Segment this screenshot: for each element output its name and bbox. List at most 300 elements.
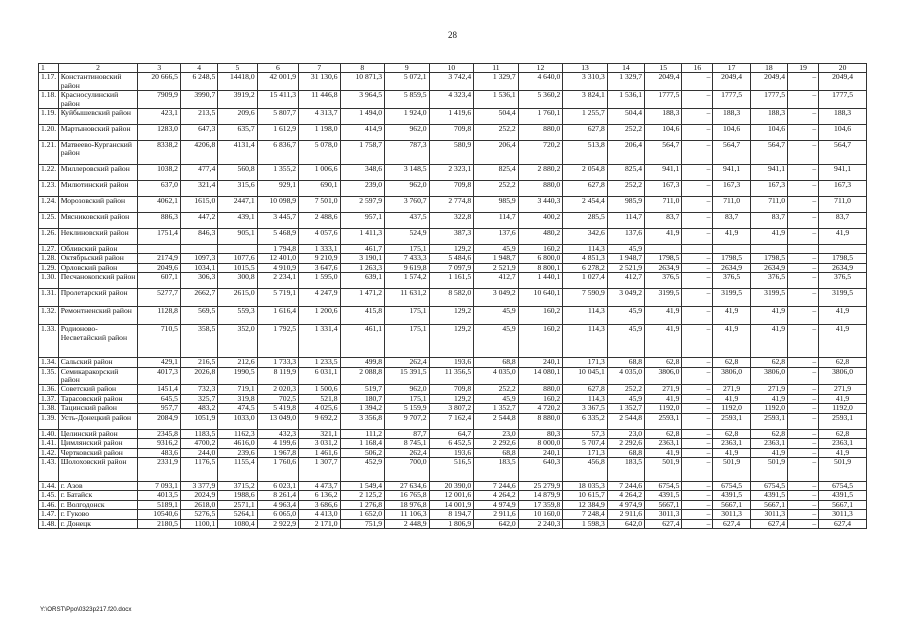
value-cell: 271,9 bbox=[819, 385, 867, 394]
value-cell: 3011,3 bbox=[713, 510, 750, 519]
value-cell: 560,8 bbox=[218, 165, 257, 181]
value-cell: 2 020,3 bbox=[257, 385, 298, 394]
value-cell: 1 595,0 bbox=[299, 273, 340, 289]
value-cell: – bbox=[682, 439, 713, 448]
value-cell: 7 590,9 bbox=[563, 289, 608, 307]
value-cell: 7 162,4 bbox=[429, 413, 474, 429]
value-cell: 183,5 bbox=[474, 457, 519, 481]
value-cell: 1798,5 bbox=[645, 254, 682, 263]
value-cell: 825,4 bbox=[474, 165, 519, 181]
value-cell: 4 035,0 bbox=[474, 367, 519, 385]
district-name-cell: Миллеровский район bbox=[58, 165, 138, 181]
value-cell: 160,2 bbox=[518, 245, 563, 254]
value-cell: 2634,9 bbox=[645, 263, 682, 272]
value-cell: 905,1 bbox=[218, 229, 257, 245]
table-row bbox=[39, 109, 867, 125]
value-cell: 1 794,8 bbox=[257, 245, 298, 254]
value-cell: 2331,9 bbox=[138, 457, 180, 481]
table-row bbox=[39, 125, 867, 141]
value-cell: 188,3 bbox=[645, 109, 682, 125]
value-cell: 519,7 bbox=[340, 385, 385, 394]
district-name-cell: Милютинский район bbox=[58, 181, 138, 197]
row-number-cell: 1.30. bbox=[39, 273, 59, 289]
value-cell: 5 078,0 bbox=[299, 141, 340, 165]
value-cell: 358,5 bbox=[180, 325, 217, 358]
value-cell: 193,6 bbox=[429, 358, 474, 367]
value-cell: 7909,9 bbox=[138, 91, 180, 109]
value-cell: 10 871,3 bbox=[340, 73, 385, 91]
value-cell: 711,0 bbox=[750, 197, 787, 213]
value-cell: – bbox=[682, 413, 713, 429]
value-cell: 1183,5 bbox=[180, 429, 217, 438]
row-number-cell: 1.44. bbox=[39, 481, 59, 490]
value-cell: 262,4 bbox=[385, 448, 430, 457]
value-cell: 886,3 bbox=[138, 213, 180, 229]
value-cell: 941,1 bbox=[713, 165, 750, 181]
value-cell: – bbox=[788, 181, 819, 197]
row-number-cell: 1.21. bbox=[39, 141, 59, 165]
value-cell: 11 356,5 bbox=[429, 367, 474, 385]
value-cell: 171,3 bbox=[563, 358, 608, 367]
column-header: 3 bbox=[138, 64, 180, 73]
row-number-cell: 1.20. bbox=[39, 125, 59, 141]
value-cell: 352,0 bbox=[218, 325, 257, 358]
district-name-cell: Песчанокопский район bbox=[58, 273, 138, 289]
value-cell: 1 652,0 bbox=[340, 510, 385, 519]
value-cell: 5 807,7 bbox=[257, 109, 298, 125]
value-cell: 1 411,3 bbox=[340, 229, 385, 245]
value-cell: 5 072,1 bbox=[385, 73, 430, 91]
value-cell: 627,8 bbox=[563, 181, 608, 197]
value-cell bbox=[138, 245, 180, 254]
value-cell: 2593,1 bbox=[713, 413, 750, 429]
value-cell: 2618,0 bbox=[180, 500, 217, 509]
value-cell: 1777,5 bbox=[713, 91, 750, 109]
value-cell: 41,9 bbox=[819, 448, 867, 457]
value-cell: 114,3 bbox=[563, 325, 608, 358]
value-cell: 3 031,2 bbox=[299, 439, 340, 448]
column-header: 18 bbox=[750, 64, 787, 73]
value-cell: – bbox=[788, 273, 819, 289]
value-cell: 41,9 bbox=[750, 394, 787, 403]
value-cell: 83,7 bbox=[750, 213, 787, 229]
value-cell: 23,0 bbox=[474, 429, 519, 438]
value-cell bbox=[682, 245, 713, 254]
value-cell: 2447,1 bbox=[218, 197, 257, 213]
value-cell: 137,6 bbox=[607, 229, 644, 245]
value-cell: 1192,0 bbox=[713, 404, 750, 413]
value-cell: 3 049,2 bbox=[607, 289, 644, 307]
value-cell: – bbox=[682, 263, 713, 272]
value-cell: 41,9 bbox=[645, 325, 682, 358]
value-cell: 3011,3 bbox=[750, 510, 787, 519]
value-cell: 6 065,0 bbox=[257, 510, 298, 519]
column-header: 1 bbox=[39, 64, 59, 73]
value-cell: 45,9 bbox=[474, 325, 519, 358]
value-cell: 20 390,0 bbox=[429, 481, 474, 490]
table-row bbox=[39, 358, 867, 367]
district-name-cell: Константиновский район bbox=[58, 73, 138, 91]
value-cell: 627,4 bbox=[750, 519, 787, 528]
table-row bbox=[39, 500, 867, 509]
value-cell: 3 356,8 bbox=[340, 413, 385, 429]
value-cell: 447,2 bbox=[180, 213, 217, 229]
district-name-cell: Шолоховский район bbox=[58, 457, 138, 481]
row-number-cell: 1.35. bbox=[39, 367, 59, 385]
value-cell: – bbox=[788, 510, 819, 519]
value-cell: 2 488,6 bbox=[299, 213, 340, 229]
value-cell: 188,3 bbox=[819, 109, 867, 125]
value-cell: 2345,8 bbox=[138, 429, 180, 438]
value-cell: 2 911,6 bbox=[607, 510, 644, 519]
value-cell: 3199,5 bbox=[645, 289, 682, 307]
value-cell: 700,0 bbox=[385, 457, 430, 481]
column-header: 13 bbox=[563, 64, 608, 73]
value-cell: 321,1 bbox=[299, 429, 340, 438]
value-cell: 580,9 bbox=[429, 141, 474, 165]
value-cell: 1 612,9 bbox=[257, 125, 298, 141]
value-cell: 14 001,9 bbox=[429, 500, 474, 509]
value-cell: 41,9 bbox=[713, 448, 750, 457]
value-cell: 1 494,0 bbox=[340, 109, 385, 125]
value-cell: 1990,5 bbox=[218, 367, 257, 385]
value-cell: – bbox=[682, 367, 713, 385]
table-row bbox=[39, 457, 867, 481]
value-cell: – bbox=[682, 141, 713, 165]
value-cell: 6 836,7 bbox=[257, 141, 298, 165]
value-cell: 6 248,5 bbox=[180, 73, 217, 91]
value-cell: 252,2 bbox=[474, 125, 519, 141]
value-cell: 456,8 bbox=[563, 457, 608, 481]
value-cell: – bbox=[682, 491, 713, 500]
value-cell: – bbox=[788, 289, 819, 307]
value-cell: 321,4 bbox=[180, 181, 217, 197]
value-cell: 6754,5 bbox=[750, 481, 787, 490]
value-cell: 501,9 bbox=[645, 457, 682, 481]
value-cell: 10 615,7 bbox=[563, 491, 608, 500]
value-cell: – bbox=[788, 404, 819, 413]
value-cell: 41,9 bbox=[645, 229, 682, 245]
table-row bbox=[39, 141, 867, 165]
value-cell: 880,0 bbox=[518, 125, 563, 141]
value-cell: 2049,4 bbox=[713, 73, 750, 91]
value-cell: 10 640,1 bbox=[518, 289, 563, 307]
district-name-cell: Цимлянский район bbox=[58, 439, 138, 448]
row-number-cell: 1.39. bbox=[39, 413, 59, 429]
value-cell: 564,7 bbox=[819, 141, 867, 165]
value-cell: 1777,5 bbox=[819, 91, 867, 109]
value-cell: 957,7 bbox=[138, 404, 180, 413]
value-cell: 1 352,7 bbox=[474, 404, 519, 413]
value-cell: 3806,0 bbox=[819, 367, 867, 385]
value-cell: 1777,5 bbox=[750, 91, 787, 109]
district-name-cell: Родионово-Несветайский район bbox=[58, 325, 138, 358]
value-cell: 1 027,4 bbox=[563, 273, 608, 289]
value-cell: 41,9 bbox=[713, 229, 750, 245]
value-cell: 627,4 bbox=[713, 519, 750, 528]
value-cell: 1 198,0 bbox=[299, 125, 340, 141]
row-number-cell: 1.23. bbox=[39, 181, 59, 197]
value-cell: 2 922,9 bbox=[257, 519, 298, 528]
value-cell: 1 168,4 bbox=[340, 439, 385, 448]
value-cell: 1 471,2 bbox=[340, 289, 385, 307]
value-cell: 720,2 bbox=[518, 141, 563, 165]
value-cell: 3 440,3 bbox=[518, 197, 563, 213]
value-cell: 87,7 bbox=[385, 429, 430, 438]
district-name-cell: Октябрьский район bbox=[58, 254, 138, 263]
row-number-cell: 1.37. bbox=[39, 394, 59, 403]
table-row bbox=[39, 273, 867, 289]
table-row bbox=[39, 307, 867, 325]
table-row bbox=[39, 165, 867, 181]
district-name-cell: Орловский район bbox=[58, 263, 138, 272]
value-cell: 376,5 bbox=[819, 273, 867, 289]
value-cell: 104,6 bbox=[645, 125, 682, 141]
value-cell: 1 276,8 bbox=[340, 500, 385, 509]
value-cell: 1038,2 bbox=[138, 165, 180, 181]
value-cell: 6 136,2 bbox=[299, 491, 340, 500]
row-number-cell: 1.22. bbox=[39, 165, 59, 181]
value-cell: 1777,5 bbox=[645, 91, 682, 109]
value-cell: 114,7 bbox=[474, 213, 519, 229]
value-cell: 415,8 bbox=[340, 307, 385, 325]
value-cell: 15 391,5 bbox=[385, 367, 430, 385]
value-cell: 4206,8 bbox=[180, 141, 217, 165]
value-cell: 3990,7 bbox=[180, 91, 217, 109]
value-cell: 271,9 bbox=[750, 385, 787, 394]
value-cell: 516,5 bbox=[429, 457, 474, 481]
value-cell: 20 666,5 bbox=[138, 73, 180, 91]
value-cell: – bbox=[682, 429, 713, 438]
district-name-cell: Морозовский район bbox=[58, 197, 138, 213]
value-cell bbox=[819, 245, 867, 254]
value-cell: 412,7 bbox=[607, 273, 644, 289]
value-cell: 8 880,0 bbox=[518, 413, 563, 429]
row-number-cell: 1.38. bbox=[39, 404, 59, 413]
row-number-cell: 1.19. bbox=[39, 109, 59, 125]
district-name-cell: Целинский район bbox=[58, 429, 138, 438]
value-cell: – bbox=[682, 197, 713, 213]
value-cell: 12 384,9 bbox=[563, 500, 608, 509]
district-name-cell: Чертковский район bbox=[58, 448, 138, 457]
value-cell: 635,7 bbox=[218, 125, 257, 141]
value-cell: 2 454,4 bbox=[563, 197, 608, 213]
value-cell: 4 199,6 bbox=[257, 439, 298, 448]
value-cell: 709,8 bbox=[429, 181, 474, 197]
value-cell: 4 323,4 bbox=[429, 91, 474, 109]
value-cell: 2049,4 bbox=[645, 73, 682, 91]
district-name-cell: г. Батайск bbox=[58, 491, 138, 500]
row-number-cell: 1.17. bbox=[39, 73, 59, 91]
value-cell: 2026,8 bbox=[180, 367, 217, 385]
value-cell: – bbox=[788, 109, 819, 125]
value-cell: 499,8 bbox=[340, 358, 385, 367]
value-cell: 111,2 bbox=[340, 429, 385, 438]
row-number-cell: 1.25. bbox=[39, 213, 59, 229]
value-cell: 1097,3 bbox=[180, 254, 217, 263]
value-cell: 5276,5 bbox=[180, 510, 217, 519]
value-cell: 1 792,5 bbox=[257, 325, 298, 358]
value-cell: 3 824,1 bbox=[563, 91, 608, 109]
value-cell: 702,5 bbox=[257, 394, 298, 403]
value-cell: 7 097,9 bbox=[429, 263, 474, 272]
value-cell: 3 190,1 bbox=[340, 254, 385, 263]
district-name-cell: Советский район bbox=[58, 385, 138, 394]
value-cell: 160,2 bbox=[518, 394, 563, 403]
value-cell: 1128,8 bbox=[138, 307, 180, 325]
value-cell: 3011,3 bbox=[645, 510, 682, 519]
column-header: 14 bbox=[607, 64, 644, 73]
value-cell: 23,0 bbox=[607, 429, 644, 438]
value-cell: 1033,0 bbox=[218, 413, 257, 429]
value-cell: – bbox=[788, 429, 819, 438]
value-cell: 41,9 bbox=[750, 448, 787, 457]
value-cell: 2049,4 bbox=[750, 73, 787, 91]
value-cell: – bbox=[682, 213, 713, 229]
value-cell: 45,9 bbox=[474, 394, 519, 403]
value-cell: 41,9 bbox=[819, 229, 867, 245]
value-cell: 709,8 bbox=[429, 125, 474, 141]
value-cell: 12 001,6 bbox=[429, 491, 474, 500]
value-cell: 5667,1 bbox=[819, 500, 867, 509]
table-row bbox=[39, 448, 867, 457]
value-cell: 209,6 bbox=[218, 109, 257, 125]
value-cell: – bbox=[788, 448, 819, 457]
value-cell: 8 119,9 bbox=[257, 367, 298, 385]
value-cell: 11 106,3 bbox=[385, 510, 430, 519]
value-cell: 1 536,1 bbox=[607, 91, 644, 109]
value-cell: 42 001,9 bbox=[257, 73, 298, 91]
value-cell: 690,1 bbox=[299, 181, 340, 197]
value-cell: 4 035,0 bbox=[607, 367, 644, 385]
value-cell: 212,6 bbox=[218, 358, 257, 367]
column-header: 11 bbox=[474, 64, 519, 73]
value-cell: 104,6 bbox=[713, 125, 750, 141]
value-cell: 342,6 bbox=[563, 229, 608, 245]
value-cell: 17 359,8 bbox=[518, 500, 563, 509]
value-cell: 2 171,0 bbox=[299, 519, 340, 528]
value-cell: – bbox=[788, 519, 819, 528]
value-cell: 62,8 bbox=[713, 429, 750, 438]
value-cell: – bbox=[788, 229, 819, 245]
row-number-cell: 1.18. bbox=[39, 91, 59, 109]
value-cell: 271,9 bbox=[713, 385, 750, 394]
value-cell: 564,7 bbox=[713, 141, 750, 165]
value-cell: 4 974,9 bbox=[474, 500, 519, 509]
value-cell: 1 329,7 bbox=[474, 73, 519, 91]
value-cell: – bbox=[788, 457, 819, 481]
value-cell: 564,7 bbox=[645, 141, 682, 165]
value-cell: – bbox=[788, 413, 819, 429]
value-cell: 711,0 bbox=[819, 197, 867, 213]
value-cell: 9316,2 bbox=[138, 439, 180, 448]
value-cell: 559,3 bbox=[218, 307, 257, 325]
value-cell: 16 765,8 bbox=[385, 491, 430, 500]
value-cell: 62,8 bbox=[750, 358, 787, 367]
value-cell: 1 536,1 bbox=[474, 91, 519, 109]
value-cell: 1 924,0 bbox=[385, 109, 430, 125]
column-header: 16 bbox=[682, 64, 713, 73]
value-cell: 11 631,2 bbox=[385, 289, 430, 307]
value-cell: 8 582,0 bbox=[429, 289, 474, 307]
table-row bbox=[39, 197, 867, 213]
value-cell: 167,3 bbox=[819, 181, 867, 197]
value-cell: 962,0 bbox=[385, 125, 430, 141]
value-cell: 5 468,9 bbox=[257, 229, 298, 245]
value-cell: 10 160,0 bbox=[518, 510, 563, 519]
value-cell: 62,8 bbox=[750, 429, 787, 438]
value-cell: – bbox=[682, 519, 713, 528]
value-cell: 206,4 bbox=[474, 141, 519, 165]
value-cell: 41,9 bbox=[750, 307, 787, 325]
value-cell: 11 446,8 bbox=[299, 91, 340, 109]
value-cell: 41,9 bbox=[819, 307, 867, 325]
value-cell: 348,6 bbox=[340, 165, 385, 181]
value-cell: 1 352,7 bbox=[607, 404, 644, 413]
value-cell: 8 261,4 bbox=[257, 491, 298, 500]
value-cell: 2 054,8 bbox=[563, 165, 608, 181]
column-number-header bbox=[39, 64, 867, 73]
value-cell: 2049,6 bbox=[138, 263, 180, 272]
value-cell: 1 355,2 bbox=[257, 165, 298, 181]
table-row bbox=[39, 367, 867, 385]
value-cell: 1 233,5 bbox=[299, 358, 340, 367]
value-cell: 642,0 bbox=[474, 519, 519, 528]
value-cell: 751,9 bbox=[340, 519, 385, 528]
budget-table-wrapper bbox=[38, 63, 867, 529]
value-cell: 2 292,6 bbox=[607, 439, 644, 448]
row-number-cell: 1.45. bbox=[39, 491, 59, 500]
value-cell: – bbox=[682, 385, 713, 394]
value-cell: 7 248,4 bbox=[563, 510, 608, 519]
value-cell: 3199,5 bbox=[750, 289, 787, 307]
value-cell: 2571,1 bbox=[218, 500, 257, 509]
value-cell: 3 742,4 bbox=[429, 73, 474, 91]
value-cell: 645,5 bbox=[138, 394, 180, 403]
value-cell: – bbox=[788, 197, 819, 213]
value-cell: 45,9 bbox=[607, 394, 644, 403]
value-cell: 5 484,6 bbox=[429, 254, 474, 263]
value-cell: 6 335,2 bbox=[563, 413, 608, 429]
table-row bbox=[39, 289, 867, 307]
value-cell: 3199,5 bbox=[819, 289, 867, 307]
value-cell: 6754,5 bbox=[819, 481, 867, 490]
value-cell: 3 049,2 bbox=[474, 289, 519, 307]
value-cell: 68,8 bbox=[474, 448, 519, 457]
value-cell: 15 411,3 bbox=[257, 91, 298, 109]
column-header: 12 bbox=[518, 64, 563, 73]
value-cell: 239,0 bbox=[340, 181, 385, 197]
value-cell: 167,3 bbox=[645, 181, 682, 197]
value-cell: 2 088,8 bbox=[340, 367, 385, 385]
value-cell: 68,8 bbox=[474, 358, 519, 367]
column-header: 5 bbox=[218, 64, 257, 73]
value-cell: 3 686,6 bbox=[299, 500, 340, 509]
value-cell: 3919,2 bbox=[218, 91, 257, 109]
value-cell: 1 598,3 bbox=[563, 519, 608, 528]
value-cell: 319,8 bbox=[218, 394, 257, 403]
value-cell: 941,1 bbox=[819, 165, 867, 181]
value-cell: 5667,1 bbox=[645, 500, 682, 509]
value-cell: 285,5 bbox=[563, 213, 608, 229]
value-cell: 5667,1 bbox=[750, 500, 787, 509]
value-cell: 1034,1 bbox=[180, 263, 217, 272]
table-row bbox=[39, 245, 867, 254]
table-row bbox=[39, 519, 867, 528]
value-cell: 1 307,7 bbox=[299, 457, 340, 481]
value-cell: 80,3 bbox=[518, 429, 563, 438]
district-name-cell: Тарасовский район bbox=[58, 394, 138, 403]
